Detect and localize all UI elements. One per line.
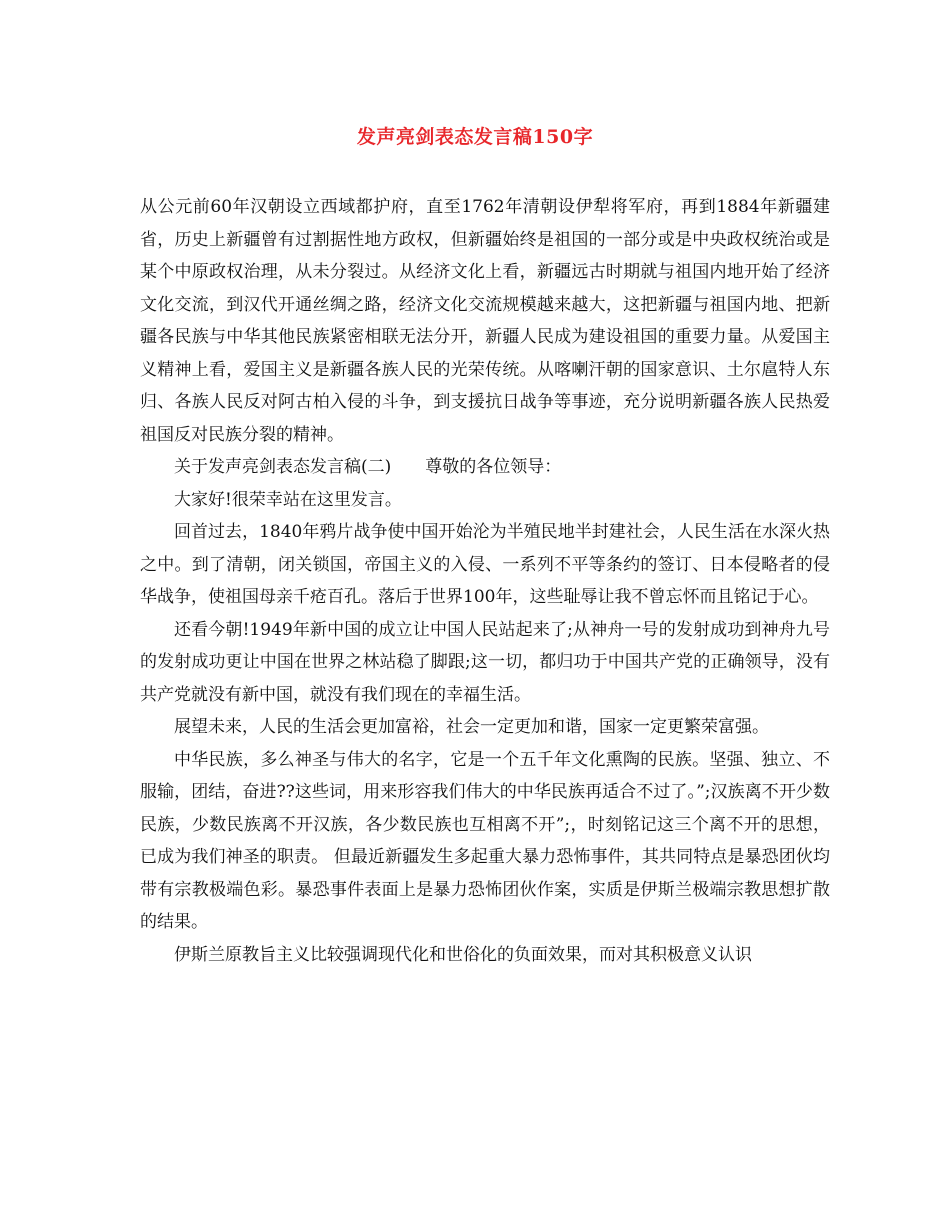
document-body	[140, 191, 830, 971]
paragraph-4: 回首过去，1840年鸦片战争使中国开始沦为半殖民地半封建社会，人民生活在水深火热之中。到了清朝，闭关锁国，帝国主义的入侵、一系列不平等条约的签订、日本侵略者的侵华战争，使祖国母亲千疮百孔。落后于世界100年，这些耻辱让我不曾忘怀而且铭记于心。	[140, 522, 830, 607]
paragraph-1: 从公元前60年汉朝设立西域都护府，直至1762年清朝设伊犁将军府，再到1884年新疆建省，历史上新疆曾有过割据性地方政权，但新疆始终是祖国的一部分或是中央政权统治或是某个中原政权治理，从未分裂过。从经济文化上看，新疆远古时期就与祖国内地开始了经济文化交流，到汉代开通丝绸之路，经济文化交流规模越来越大，这把新疆与祖国内地、把新疆各民族与中华其他民族紧密相联无法分开，新疆人民成为建设祖国的重要力量。从爱国主义精神上看，爱国主义是新疆各族人民的光荣传统。从喀喇汗朝的国家意识、土尔扈特人东归、各族人民反对阿古柏入侵的斗争，到支援抗日战争等事迹，充分说明新疆各族人民热爱祖国反对民族分裂的精神。	[140, 197, 830, 445]
paragraph-2: 关于发声亮剑表态发言稿(二) 尊敬的各位领导：	[174, 457, 562, 477]
paragraph-5: 还看今朝!1949年新中国的成立让中国人民站起来了;从神舟一号的发射成功到神舟九号的发射成功更让中国在世界之林站稳了脚跟;这一切，都归功于中国共产党的正确领导，没有共产党就没有新中国，就没有我们现在的幸福生活。	[140, 619, 830, 705]
paragraph-7: 中华民族，多么神圣与伟大的名字，它是一个五千年文化熏陶的民族。坚强、独立、不服输，团结，奋进??这些词，用来形容我们伟大的中华民族再适合不过了。”;汉族离不开少数民族，少数民族离不开汉族，各少数民族也互相离不开”;，时刻铭记这三个离不开的思想，已成为我们神圣的职责。 但最近新疆发生多起重大暴力恐怖事件，其共同特点是暴恐团伙均带有宗教极端色彩。暴恐事件表面上是暴力恐怖团伙作案，实质是伊斯兰极端宗教思想扩散的结果。	[140, 749, 830, 932]
paragraph-8: 伊斯兰原教旨主义比较强调现代化和世俗化的负面效果，而对其积极意义认识	[174, 944, 752, 965]
paragraph-6: 展望未来，人民的生活会更加富裕，社会一定更加和谐，国家一定更繁荣富强。	[174, 717, 769, 737]
document-title: 发声亮剑表态发言稿150字	[356, 126, 594, 148]
paragraph-3: 大家好!很荣幸站在这里发言。	[174, 489, 402, 510]
